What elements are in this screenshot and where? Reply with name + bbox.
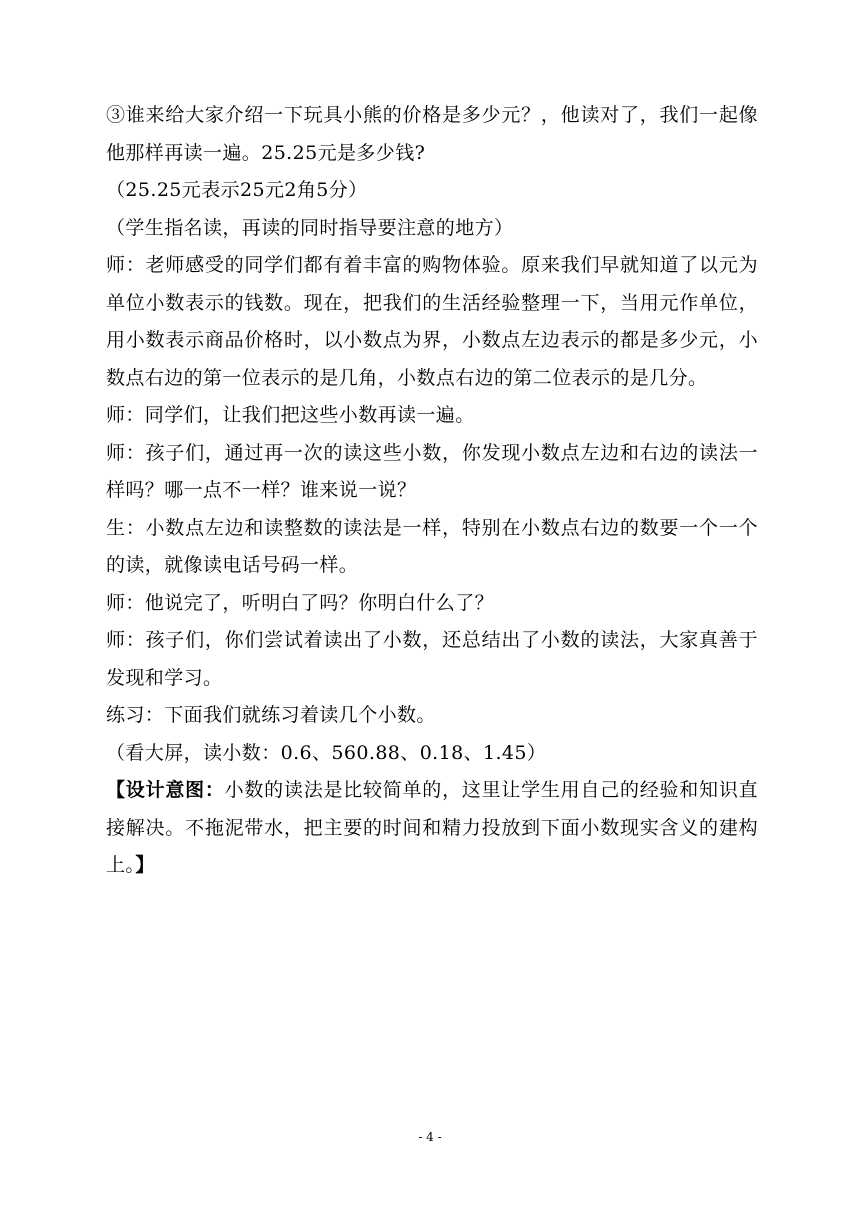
design-intent-close-bracket: 】	[135, 854, 155, 876]
paragraph-practice-numbers: （看大屏，读小数：0.6、560.88、0.18、1.45）	[106, 741, 547, 764]
paragraph-price-explanation: （25.25元表示25元2角5分）	[106, 179, 368, 201]
paragraph-teacher-check: 师：他说完了，听明白了吗？你明白什么了？	[106, 591, 495, 614]
paragraph-student-reading: （学生指名读，再读的同时指导要注意的地方）	[106, 216, 514, 239]
paragraph-read-again: 师：同学们，让我们把这些小数再读一遍。	[106, 404, 475, 426]
paragraph-teacher-question: 师：孩子们，通过再一次的读这些小数，你发现小数点左边和右边的读法一样吗？哪一点不一样？谁来说一说？	[106, 441, 758, 501]
paragraph-practice: 练习：下面我们就练习着读几个小数。	[106, 704, 436, 726]
design-intent-label: 设计意图：	[125, 779, 225, 801]
design-intent-open-bracket: 【	[106, 779, 126, 801]
paragraph-price-question: ③谁来给大家介绍一下玩具小熊的价格是多少元？，他读对了，我们一起像他那样再读一遍。25.25元是多少钱?	[106, 104, 758, 164]
paragraph-teacher-summary: 师：老师感受的同学们都有着丰富的购物体验。原来我们早就知道了以元为单位小数表示的钱数。现在，把我们的生活经验整理一下，当用元作单位，用小数表示商品价格时，以小数点为界，小数点左边表示的都是多少元，小数点右边的第一位表示的是几角，小数点右边的第二位表示的是几分。	[106, 254, 758, 389]
paragraph-teacher-praise: 师：孩子们，你们尝试着读出了小数，还总结出了小数的读法，大家真善于发现和学习。	[106, 629, 758, 689]
document-body	[106, 97, 758, 885]
page-number: - 4 -	[418, 1130, 442, 1144]
paragraph-design-intent	[106, 772, 758, 885]
design-intent-text: 小数的读法是比较简单的，这里让学生用自己的经验和知识直接解决。不拖泥带水，把主要的时间和精力投放到下面小数现实含义的建构上。	[106, 779, 758, 876]
paragraph-student-answer: 生：小数点左边和读整数的读法是一样，特别在小数点右边的数要一个一个的读，就像读电话号码一样。	[106, 516, 758, 576]
